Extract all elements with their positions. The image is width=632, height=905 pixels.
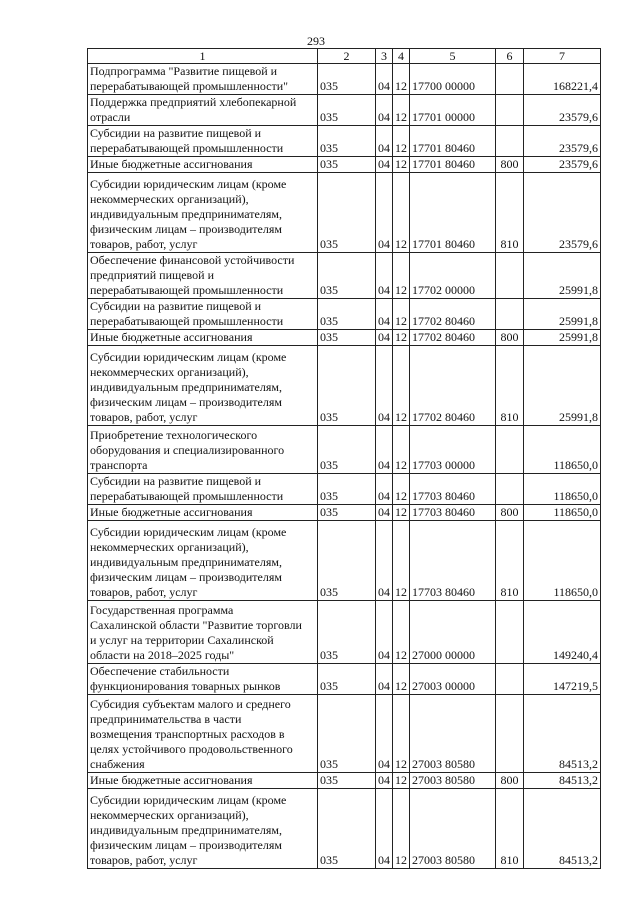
section-cell: 04 [376,474,393,505]
page-number: 293 [307,34,325,48]
amount-cell: 25991,8 [524,330,601,346]
subsection-cell: 12 [393,664,410,695]
column-header-6: 6 [496,49,524,64]
target-article-cell: 17701 80460 [410,126,496,157]
amount-cell: 23579,6 [524,95,601,126]
admin-code-cell: 035 [318,173,376,253]
admin-code-cell: 035 [318,505,376,521]
admin-code-cell: 035 [318,773,376,789]
amount-cell: 118650,0 [524,426,601,474]
table-row [88,474,601,505]
subsection-cell: 12 [393,126,410,157]
section-cell: 04 [376,505,393,521]
admin-code-cell: 035 [318,64,376,95]
subsection-cell: 12 [393,95,410,126]
admin-code-cell: 035 [318,157,376,173]
section-cell: 04 [376,773,393,789]
section-cell: 04 [376,346,393,426]
section-cell: 04 [376,299,393,330]
row-name-cell: Субсидии юридическим лицам (кроме некоммерческих организаций), индивидуальным предпринимателям, физическим лицам – производителям товаров, работ, услуг [88,789,318,869]
target-article-cell: 17703 80460 [410,521,496,601]
row-name-cell: Субсидии на развитие пищевой и перерабатывающей промышленности [88,474,318,505]
admin-code-cell: 035 [318,299,376,330]
admin-code-cell: 035 [318,426,376,474]
subsection-cell: 12 [393,157,410,173]
amount-cell: 118650,0 [524,474,601,505]
expense-type-cell [496,664,524,695]
expense-type-cell [496,253,524,299]
subsection-cell: 12 [393,789,410,869]
row-name-cell: Субсидии на развитие пищевой и перерабатывающей промышленности [88,126,318,157]
table-row [88,299,601,330]
row-name-cell: Субсидия субъектам малого и среднего предпринимательства в части возмещения транспортных расходов в целях устойчивого продовольственного снабжения [88,695,318,773]
subsection-cell: 12 [393,346,410,426]
subsection-cell: 12 [393,253,410,299]
row-name-cell: Субсидии юридическим лицам (кроме некоммерческих организаций), индивидуальным предпринимателям, физическим лицам – производителям товаров, работ, услуг [88,346,318,426]
table-body [88,64,601,869]
target-article-cell: 17701 80460 [410,173,496,253]
target-article-cell: 27003 80580 [410,789,496,869]
section-cell: 04 [376,95,393,126]
subsection-cell: 12 [393,474,410,505]
target-article-cell: 17703 80460 [410,505,496,521]
subsection-cell: 12 [393,505,410,521]
admin-code-cell: 035 [318,601,376,664]
expense-type-cell: 800 [496,330,524,346]
target-article-cell: 27003 80580 [410,773,496,789]
table-row [88,173,601,253]
table-row [88,773,601,789]
amount-cell: 25991,8 [524,299,601,330]
target-article-cell: 17702 80460 [410,346,496,426]
expense-type-cell [496,601,524,664]
expense-type-cell [496,426,524,474]
table-row [88,253,601,299]
subsection-cell: 12 [393,601,410,664]
expense-type-cell: 800 [496,505,524,521]
section-cell: 04 [376,330,393,346]
admin-code-cell: 035 [318,664,376,695]
row-name-cell: Поддержка предприятий хлебопекарной отрасли [88,95,318,126]
column-header-5: 5 [410,49,496,64]
admin-code-cell: 035 [318,330,376,346]
expense-type-cell: 800 [496,773,524,789]
row-name-cell: Иные бюджетные ассигнования [88,330,318,346]
subsection-cell: 12 [393,299,410,330]
section-cell: 04 [376,173,393,253]
amount-cell: 23579,6 [524,157,601,173]
section-cell: 04 [376,601,393,664]
row-name-cell: Субсидии юридическим лицам (кроме некоммерческих организаций), индивидуальным предпринимателям, физическим лицам – производителям товаров, работ, услуг [88,173,318,253]
expense-type-cell: 810 [496,173,524,253]
target-article-cell: 17701 80460 [410,157,496,173]
row-name-cell: Иные бюджетные ассигнования [88,157,318,173]
section-cell: 04 [376,521,393,601]
row-name-cell: Субсидии юридическим лицам (кроме некоммерческих организаций), индивидуальным предпринимателям, физическим лицам – производителям товаров, работ, услуг [88,521,318,601]
table-row [88,664,601,695]
column-header-2: 2 [318,49,376,64]
subsection-cell: 12 [393,773,410,789]
admin-code-cell: 035 [318,126,376,157]
admin-code-cell: 035 [318,695,376,773]
section-cell: 04 [376,695,393,773]
amount-cell: 25991,8 [524,346,601,426]
table-row [88,789,601,869]
table-row [88,505,601,521]
expense-type-cell [496,299,524,330]
target-article-cell: 17703 80460 [410,474,496,505]
subsection-cell: 12 [393,64,410,95]
section-cell: 04 [376,789,393,869]
expense-type-cell: 810 [496,789,524,869]
amount-cell: 118650,0 [524,505,601,521]
row-name-cell: Подпрограмма "Развитие пищевой и перерабатывающей промышленности" [88,64,318,95]
budget-table [87,48,601,869]
admin-code-cell: 035 [318,521,376,601]
column-header-1: 1 [88,49,318,64]
column-header-3: 3 [376,49,393,64]
expense-type-cell: 810 [496,521,524,601]
table-row [88,521,601,601]
admin-code-cell: 035 [318,253,376,299]
column-header-7: 7 [524,49,601,64]
amount-cell: 168221,4 [524,64,601,95]
table-row [88,126,601,157]
row-name-cell: Обеспечение финансовой устойчивости предприятий пищевой и перерабатывающей промышленности [88,253,318,299]
column-header-4: 4 [393,49,410,64]
expense-type-cell [496,64,524,95]
amount-cell: 23579,6 [524,126,601,157]
table-row [88,95,601,126]
section-cell: 04 [376,253,393,299]
expense-type-cell [496,95,524,126]
table-header [88,49,601,64]
section-cell: 04 [376,664,393,695]
section-cell: 04 [376,64,393,95]
admin-code-cell: 035 [318,95,376,126]
table-row [88,601,601,664]
target-article-cell: 27003 80580 [410,695,496,773]
subsection-cell: 12 [393,521,410,601]
table-row [88,157,601,173]
admin-code-cell: 035 [318,789,376,869]
target-article-cell: 17700 00000 [410,64,496,95]
row-name-cell: Иные бюджетные ассигнования [88,505,318,521]
row-name-cell: Приобретение технологического оборудования и специализированного транспорта [88,426,318,474]
header-row [88,49,601,64]
amount-cell: 25991,8 [524,253,601,299]
row-name-cell: Иные бюджетные ассигнования [88,773,318,789]
subsection-cell: 12 [393,426,410,474]
target-article-cell: 17702 00000 [410,253,496,299]
expense-type-cell [496,474,524,505]
amount-cell: 84513,2 [524,695,601,773]
table-row [88,64,601,95]
subsection-cell: 12 [393,695,410,773]
row-name-cell: Субсидии на развитие пищевой и перерабатывающей промышленности [88,299,318,330]
subsection-cell: 12 [393,173,410,253]
amount-cell: 118650,0 [524,521,601,601]
expense-type-cell: 810 [496,346,524,426]
table-row [88,426,601,474]
expense-type-cell [496,695,524,773]
target-article-cell: 17703 00000 [410,426,496,474]
admin-code-cell: 035 [318,474,376,505]
target-article-cell: 27000 00000 [410,601,496,664]
table-row [88,695,601,773]
target-article-cell: 17701 00000 [410,95,496,126]
target-article-cell: 27003 00000 [410,664,496,695]
section-cell: 04 [376,126,393,157]
row-name-cell: Государственная программа Сахалинской области "Развитие торговли и услуг на территории Сахалинской области на 2018–2025 годы" [88,601,318,664]
amount-cell: 149240,4 [524,601,601,664]
expense-type-cell [496,126,524,157]
row-name-cell: Обеспечение стабильности функционирования товарных рынков [88,664,318,695]
amount-cell: 84513,2 [524,789,601,869]
admin-code-cell: 035 [318,346,376,426]
amount-cell: 23579,6 [524,173,601,253]
amount-cell: 84513,2 [524,773,601,789]
amount-cell: 147219,5 [524,664,601,695]
subsection-cell: 12 [393,330,410,346]
expense-type-cell: 800 [496,157,524,173]
section-cell: 04 [376,426,393,474]
target-article-cell: 17702 80460 [410,330,496,346]
target-article-cell: 17702 80460 [410,299,496,330]
table-row [88,346,601,426]
table-row [88,330,601,346]
section-cell: 04 [376,157,393,173]
